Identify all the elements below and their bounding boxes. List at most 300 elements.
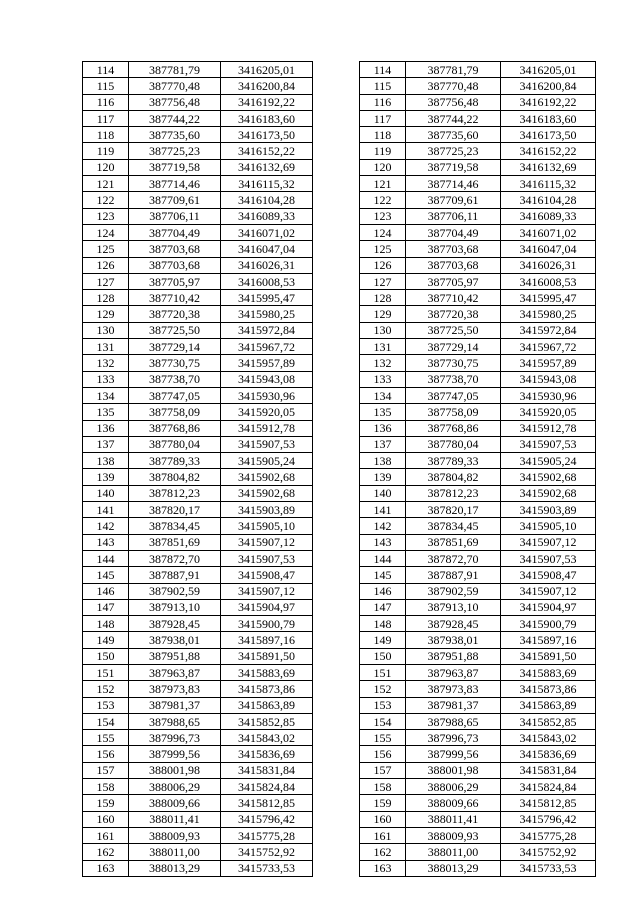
- right-y-coordinate-cell: 3415752,92: [501, 844, 596, 860]
- left-point-number-cell: 142: [83, 518, 129, 534]
- right-y-coordinate-cell: 3415907,53: [501, 550, 596, 566]
- left-y-coordinate-cell: 3415902,68: [221, 485, 313, 501]
- table-row: [83, 322, 596, 338]
- left-point-number-cell: 136: [83, 420, 129, 436]
- right-point-number-cell: 139: [360, 469, 406, 485]
- right-y-coordinate-cell: 3415902,68: [501, 485, 596, 501]
- column-gap: [313, 322, 360, 338]
- right-x-coordinate-cell: 387703,68: [406, 257, 501, 273]
- left-x-coordinate-cell: 387820,17: [129, 502, 221, 518]
- right-y-coordinate-cell: 3416047,04: [501, 241, 596, 257]
- left-y-coordinate-cell: 3415824,84: [221, 779, 313, 795]
- right-point-number-cell: 138: [360, 453, 406, 469]
- column-gap: [313, 762, 360, 778]
- left-point-number-cell: 159: [83, 795, 129, 811]
- column-gap: [313, 257, 360, 273]
- coordinates-table-body: [83, 62, 596, 877]
- left-x-coordinate-cell: 387719,58: [129, 159, 221, 175]
- column-gap: [313, 420, 360, 436]
- left-point-number-cell: 131: [83, 339, 129, 355]
- left-point-number-cell: 129: [83, 306, 129, 322]
- right-point-number-cell: 141: [360, 502, 406, 518]
- right-y-coordinate-cell: 3415912,78: [501, 420, 596, 436]
- table-row: [83, 436, 596, 452]
- right-y-coordinate-cell: 3415897,16: [501, 632, 596, 648]
- left-y-coordinate-cell: 3416047,04: [221, 241, 313, 257]
- left-point-number-cell: 156: [83, 746, 129, 762]
- right-point-number-cell: 137: [360, 436, 406, 452]
- column-gap: [313, 143, 360, 159]
- right-point-number-cell: 116: [360, 94, 406, 110]
- right-x-coordinate-cell: 387872,70: [406, 550, 501, 566]
- table-row: [83, 762, 596, 778]
- right-point-number-cell: 150: [360, 648, 406, 664]
- left-y-coordinate-cell: 3416008,53: [221, 273, 313, 289]
- table-row: [83, 779, 596, 795]
- right-point-number-cell: 157: [360, 762, 406, 778]
- table-row: [83, 746, 596, 762]
- right-y-coordinate-cell: 3415775,28: [501, 827, 596, 843]
- table-row: [83, 241, 596, 257]
- right-y-coordinate-cell: 3415908,47: [501, 567, 596, 583]
- table-row: [83, 339, 596, 355]
- left-x-coordinate-cell: 387770,48: [129, 78, 221, 94]
- left-y-coordinate-cell: 3415907,53: [221, 436, 313, 452]
- right-point-number-cell: 144: [360, 550, 406, 566]
- left-y-coordinate-cell: 3415908,47: [221, 567, 313, 583]
- table-row: [83, 583, 596, 599]
- table-row: [83, 616, 596, 632]
- right-point-number-cell: 115: [360, 78, 406, 94]
- left-x-coordinate-cell: 388011,00: [129, 844, 221, 860]
- right-y-coordinate-cell: 3416071,02: [501, 224, 596, 240]
- right-y-coordinate-cell: 3415883,69: [501, 664, 596, 680]
- right-x-coordinate-cell: 387709,61: [406, 192, 501, 208]
- right-y-coordinate-cell: 3415900,79: [501, 616, 596, 632]
- right-point-number-cell: 146: [360, 583, 406, 599]
- right-x-coordinate-cell: 387703,68: [406, 241, 501, 257]
- table-row: [83, 176, 596, 192]
- left-y-coordinate-cell: 3416089,33: [221, 208, 313, 224]
- right-y-coordinate-cell: 3415796,42: [501, 811, 596, 827]
- table-row: [83, 469, 596, 485]
- left-y-coordinate-cell: 3415907,12: [221, 583, 313, 599]
- table-row: [83, 730, 596, 746]
- left-y-coordinate-cell: 3415900,79: [221, 616, 313, 632]
- right-y-coordinate-cell: 3416115,32: [501, 176, 596, 192]
- right-y-coordinate-cell: 3415904,97: [501, 599, 596, 615]
- right-x-coordinate-cell: 387705,97: [406, 273, 501, 289]
- left-x-coordinate-cell: 387789,33: [129, 453, 221, 469]
- left-x-coordinate-cell: 388011,41: [129, 811, 221, 827]
- right-point-number-cell: 158: [360, 779, 406, 795]
- column-gap: [313, 355, 360, 371]
- left-x-coordinate-cell: 387714,46: [129, 176, 221, 192]
- table-row: [83, 78, 596, 94]
- column-gap: [313, 176, 360, 192]
- column-gap: [313, 371, 360, 387]
- right-y-coordinate-cell: 3415907,12: [501, 534, 596, 550]
- right-y-coordinate-cell: 3415812,85: [501, 795, 596, 811]
- left-point-number-cell: 143: [83, 534, 129, 550]
- right-y-coordinate-cell: 3415873,86: [501, 681, 596, 697]
- left-y-coordinate-cell: 3416192,22: [221, 94, 313, 110]
- column-gap: [313, 436, 360, 452]
- left-y-coordinate-cell: 3416200,84: [221, 78, 313, 94]
- column-gap: [313, 779, 360, 795]
- left-point-number-cell: 152: [83, 681, 129, 697]
- column-gap: [313, 273, 360, 289]
- column-gap: [313, 534, 360, 550]
- left-point-number-cell: 145: [83, 567, 129, 583]
- left-y-coordinate-cell: 3415943,08: [221, 371, 313, 387]
- table-row: [83, 371, 596, 387]
- left-y-coordinate-cell: 3416173,50: [221, 127, 313, 143]
- table-row: [83, 257, 596, 273]
- right-y-coordinate-cell: 3416173,50: [501, 127, 596, 143]
- table-row: [83, 502, 596, 518]
- table-row: [83, 94, 596, 110]
- left-y-coordinate-cell: 3416026,31: [221, 257, 313, 273]
- left-y-coordinate-cell: 3415995,47: [221, 290, 313, 306]
- left-point-number-cell: 154: [83, 713, 129, 729]
- left-x-coordinate-cell: 387730,75: [129, 355, 221, 371]
- right-x-coordinate-cell: 388001,98: [406, 762, 501, 778]
- right-y-coordinate-cell: 3416200,84: [501, 78, 596, 94]
- right-y-coordinate-cell: 3415733,53: [501, 860, 596, 876]
- right-x-coordinate-cell: 387996,73: [406, 730, 501, 746]
- left-x-coordinate-cell: 387781,79: [129, 62, 221, 78]
- table-row: [83, 534, 596, 550]
- right-y-coordinate-cell: 3416104,28: [501, 192, 596, 208]
- right-point-number-cell: 156: [360, 746, 406, 762]
- left-y-coordinate-cell: 3415904,97: [221, 599, 313, 615]
- left-x-coordinate-cell: 387744,22: [129, 110, 221, 126]
- left-y-coordinate-cell: 3415905,10: [221, 518, 313, 534]
- left-y-coordinate-cell: 3415843,02: [221, 730, 313, 746]
- left-y-coordinate-cell: 3416104,28: [221, 192, 313, 208]
- right-point-number-cell: 114: [360, 62, 406, 78]
- left-x-coordinate-cell: 387709,61: [129, 192, 221, 208]
- left-x-coordinate-cell: 387729,14: [129, 339, 221, 355]
- coordinates-table: [82, 61, 596, 877]
- column-gap: [313, 795, 360, 811]
- column-gap: [313, 664, 360, 680]
- column-gap: [313, 159, 360, 175]
- right-point-number-cell: 148: [360, 616, 406, 632]
- right-x-coordinate-cell: 387951,88: [406, 648, 501, 664]
- column-gap: [313, 192, 360, 208]
- left-point-number-cell: 157: [83, 762, 129, 778]
- left-x-coordinate-cell: 387913,10: [129, 599, 221, 615]
- table-row: [83, 518, 596, 534]
- table-row: [83, 860, 596, 876]
- left-x-coordinate-cell: 387812,23: [129, 485, 221, 501]
- right-point-number-cell: 161: [360, 827, 406, 843]
- right-point-number-cell: 162: [360, 844, 406, 860]
- column-gap: [313, 224, 360, 240]
- table-row: [83, 306, 596, 322]
- right-point-number-cell: 134: [360, 387, 406, 403]
- left-point-number-cell: 151: [83, 664, 129, 680]
- table-row: [83, 811, 596, 827]
- column-gap: [313, 110, 360, 126]
- column-gap: [313, 208, 360, 224]
- left-y-coordinate-cell: 3415812,85: [221, 795, 313, 811]
- right-x-coordinate-cell: 387812,23: [406, 485, 501, 501]
- right-point-number-cell: 142: [360, 518, 406, 534]
- left-point-number-cell: 135: [83, 404, 129, 420]
- right-x-coordinate-cell: 387714,46: [406, 176, 501, 192]
- left-y-coordinate-cell: 3415920,05: [221, 404, 313, 420]
- right-x-coordinate-cell: 387963,87: [406, 664, 501, 680]
- right-point-number-cell: 143: [360, 534, 406, 550]
- right-x-coordinate-cell: 388011,00: [406, 844, 501, 860]
- table-row: [83, 404, 596, 420]
- left-point-number-cell: 160: [83, 811, 129, 827]
- left-y-coordinate-cell: 3416205,01: [221, 62, 313, 78]
- left-x-coordinate-cell: 387720,38: [129, 306, 221, 322]
- right-x-coordinate-cell: 387804,82: [406, 469, 501, 485]
- right-x-coordinate-cell: 388006,29: [406, 779, 501, 795]
- table-row: [83, 387, 596, 403]
- left-x-coordinate-cell: 387963,87: [129, 664, 221, 680]
- column-gap: [313, 127, 360, 143]
- right-x-coordinate-cell: 387725,23: [406, 143, 501, 159]
- left-point-number-cell: 134: [83, 387, 129, 403]
- left-y-coordinate-cell: 3416183,60: [221, 110, 313, 126]
- left-x-coordinate-cell: 387725,23: [129, 143, 221, 159]
- left-point-number-cell: 137: [83, 436, 129, 452]
- left-x-coordinate-cell: 387703,68: [129, 241, 221, 257]
- column-gap: [313, 632, 360, 648]
- right-point-number-cell: 159: [360, 795, 406, 811]
- right-y-coordinate-cell: 3416152,22: [501, 143, 596, 159]
- left-x-coordinate-cell: 387706,11: [129, 208, 221, 224]
- column-gap: [313, 583, 360, 599]
- right-x-coordinate-cell: 387938,01: [406, 632, 501, 648]
- right-x-coordinate-cell: 387768,86: [406, 420, 501, 436]
- table-row: [83, 192, 596, 208]
- left-point-number-cell: 128: [83, 290, 129, 306]
- right-x-coordinate-cell: 387780,04: [406, 436, 501, 452]
- right-point-number-cell: 140: [360, 485, 406, 501]
- left-y-coordinate-cell: 3415873,86: [221, 681, 313, 697]
- right-point-number-cell: 127: [360, 273, 406, 289]
- right-point-number-cell: 125: [360, 241, 406, 257]
- column-gap: [313, 567, 360, 583]
- right-x-coordinate-cell: 387973,83: [406, 681, 501, 697]
- left-point-number-cell: 119: [83, 143, 129, 159]
- right-x-coordinate-cell: 387913,10: [406, 599, 501, 615]
- left-point-number-cell: 114: [83, 62, 129, 78]
- left-x-coordinate-cell: 387887,91: [129, 567, 221, 583]
- right-x-coordinate-cell: 387725,50: [406, 322, 501, 338]
- left-x-coordinate-cell: 388009,66: [129, 795, 221, 811]
- right-x-coordinate-cell: 388009,93: [406, 827, 501, 843]
- right-y-coordinate-cell: 3415902,68: [501, 469, 596, 485]
- left-x-coordinate-cell: 388006,29: [129, 779, 221, 795]
- left-x-coordinate-cell: 387703,68: [129, 257, 221, 273]
- right-y-coordinate-cell: 3416008,53: [501, 273, 596, 289]
- right-point-number-cell: 133: [360, 371, 406, 387]
- right-y-coordinate-cell: 3415905,10: [501, 518, 596, 534]
- left-y-coordinate-cell: 3415831,84: [221, 762, 313, 778]
- left-y-coordinate-cell: 3415902,68: [221, 469, 313, 485]
- right-point-number-cell: 120: [360, 159, 406, 175]
- left-point-number-cell: 149: [83, 632, 129, 648]
- right-point-number-cell: 163: [360, 860, 406, 876]
- right-point-number-cell: 119: [360, 143, 406, 159]
- right-y-coordinate-cell: 3416205,01: [501, 62, 596, 78]
- right-point-number-cell: 126: [360, 257, 406, 273]
- column-gap: [313, 306, 360, 322]
- left-y-coordinate-cell: 3415905,24: [221, 453, 313, 469]
- column-gap: [313, 811, 360, 827]
- left-y-coordinate-cell: 3415912,78: [221, 420, 313, 436]
- left-x-coordinate-cell: 387928,45: [129, 616, 221, 632]
- right-y-coordinate-cell: 3415907,12: [501, 583, 596, 599]
- right-x-coordinate-cell: 387902,59: [406, 583, 501, 599]
- left-point-number-cell: 124: [83, 224, 129, 240]
- right-point-number-cell: 131: [360, 339, 406, 355]
- right-point-number-cell: 151: [360, 664, 406, 680]
- right-x-coordinate-cell: 387704,49: [406, 224, 501, 240]
- left-x-coordinate-cell: 387710,42: [129, 290, 221, 306]
- right-y-coordinate-cell: 3416183,60: [501, 110, 596, 126]
- right-x-coordinate-cell: 387720,38: [406, 306, 501, 322]
- left-point-number-cell: 138: [83, 453, 129, 469]
- right-y-coordinate-cell: 3415905,24: [501, 453, 596, 469]
- column-gap: [313, 339, 360, 355]
- right-point-number-cell: 122: [360, 192, 406, 208]
- table-row: [83, 110, 596, 126]
- left-point-number-cell: 122: [83, 192, 129, 208]
- right-y-coordinate-cell: 3415831,84: [501, 762, 596, 778]
- left-x-coordinate-cell: 387872,70: [129, 550, 221, 566]
- column-gap: [313, 697, 360, 713]
- left-point-number-cell: 140: [83, 485, 129, 501]
- table-row: [83, 827, 596, 843]
- left-y-coordinate-cell: 3415891,50: [221, 648, 313, 664]
- column-gap: [313, 453, 360, 469]
- right-x-coordinate-cell: 387747,05: [406, 387, 501, 403]
- table-row: [83, 713, 596, 729]
- right-x-coordinate-cell: 387729,14: [406, 339, 501, 355]
- right-y-coordinate-cell: 3415957,89: [501, 355, 596, 371]
- right-x-coordinate-cell: 387988,65: [406, 713, 501, 729]
- left-x-coordinate-cell: 388013,29: [129, 860, 221, 876]
- left-x-coordinate-cell: 387851,69: [129, 534, 221, 550]
- left-y-coordinate-cell: 3415967,72: [221, 339, 313, 355]
- table-row: [83, 681, 596, 697]
- column-gap: [313, 827, 360, 843]
- right-x-coordinate-cell: 387781,79: [406, 62, 501, 78]
- table-row: [83, 143, 596, 159]
- right-point-number-cell: 129: [360, 306, 406, 322]
- left-y-coordinate-cell: 3416132,69: [221, 159, 313, 175]
- column-gap: [313, 290, 360, 306]
- right-y-coordinate-cell: 3416132,69: [501, 159, 596, 175]
- table-row: [83, 550, 596, 566]
- right-point-number-cell: 149: [360, 632, 406, 648]
- left-point-number-cell: 116: [83, 94, 129, 110]
- right-point-number-cell: 118: [360, 127, 406, 143]
- right-y-coordinate-cell: 3415967,72: [501, 339, 596, 355]
- column-gap: [313, 713, 360, 729]
- table-row: [83, 599, 596, 615]
- left-point-number-cell: 141: [83, 502, 129, 518]
- left-x-coordinate-cell: 387705,97: [129, 273, 221, 289]
- left-x-coordinate-cell: 387735,60: [129, 127, 221, 143]
- right-x-coordinate-cell: 387735,60: [406, 127, 501, 143]
- left-point-number-cell: 125: [83, 241, 129, 257]
- table-row: [83, 844, 596, 860]
- right-point-number-cell: 152: [360, 681, 406, 697]
- column-gap: [313, 469, 360, 485]
- column-gap: [313, 844, 360, 860]
- right-x-coordinate-cell: 387738,70: [406, 371, 501, 387]
- right-x-coordinate-cell: 387887,91: [406, 567, 501, 583]
- left-x-coordinate-cell: 387973,83: [129, 681, 221, 697]
- column-gap: [313, 518, 360, 534]
- column-gap: [313, 502, 360, 518]
- left-point-number-cell: 120: [83, 159, 129, 175]
- left-y-coordinate-cell: 3415836,69: [221, 746, 313, 762]
- right-x-coordinate-cell: 387706,11: [406, 208, 501, 224]
- table-row: [83, 485, 596, 501]
- right-point-number-cell: 132: [360, 355, 406, 371]
- left-y-coordinate-cell: 3415957,89: [221, 355, 313, 371]
- right-y-coordinate-cell: 3415891,50: [501, 648, 596, 664]
- right-point-number-cell: 124: [360, 224, 406, 240]
- left-y-coordinate-cell: 3415883,69: [221, 664, 313, 680]
- right-x-coordinate-cell: 387719,58: [406, 159, 501, 175]
- table-row: [83, 697, 596, 713]
- left-x-coordinate-cell: 387747,05: [129, 387, 221, 403]
- left-y-coordinate-cell: 3415972,84: [221, 322, 313, 338]
- left-point-number-cell: 130: [83, 322, 129, 338]
- left-y-coordinate-cell: 3415852,85: [221, 713, 313, 729]
- column-gap: [313, 681, 360, 697]
- left-point-number-cell: 115: [83, 78, 129, 94]
- right-x-coordinate-cell: 387789,33: [406, 453, 501, 469]
- right-y-coordinate-cell: 3415863,89: [501, 697, 596, 713]
- left-point-number-cell: 146: [83, 583, 129, 599]
- left-x-coordinate-cell: 387725,50: [129, 322, 221, 338]
- left-y-coordinate-cell: 3415863,89: [221, 697, 313, 713]
- left-point-number-cell: 150: [83, 648, 129, 664]
- right-point-number-cell: 147: [360, 599, 406, 615]
- left-y-coordinate-cell: 3415752,92: [221, 844, 313, 860]
- left-point-number-cell: 133: [83, 371, 129, 387]
- left-x-coordinate-cell: 387756,48: [129, 94, 221, 110]
- table-row: [83, 159, 596, 175]
- right-x-coordinate-cell: 388013,29: [406, 860, 501, 876]
- left-x-coordinate-cell: 387951,88: [129, 648, 221, 664]
- left-point-number-cell: 144: [83, 550, 129, 566]
- column-gap: [313, 746, 360, 762]
- right-x-coordinate-cell: 387928,45: [406, 616, 501, 632]
- right-y-coordinate-cell: 3415980,25: [501, 306, 596, 322]
- right-y-coordinate-cell: 3415920,05: [501, 404, 596, 420]
- right-point-number-cell: 117: [360, 110, 406, 126]
- left-x-coordinate-cell: 387988,65: [129, 713, 221, 729]
- left-y-coordinate-cell: 3415930,96: [221, 387, 313, 403]
- table-row: [83, 355, 596, 371]
- left-x-coordinate-cell: 387902,59: [129, 583, 221, 599]
- right-x-coordinate-cell: 388009,66: [406, 795, 501, 811]
